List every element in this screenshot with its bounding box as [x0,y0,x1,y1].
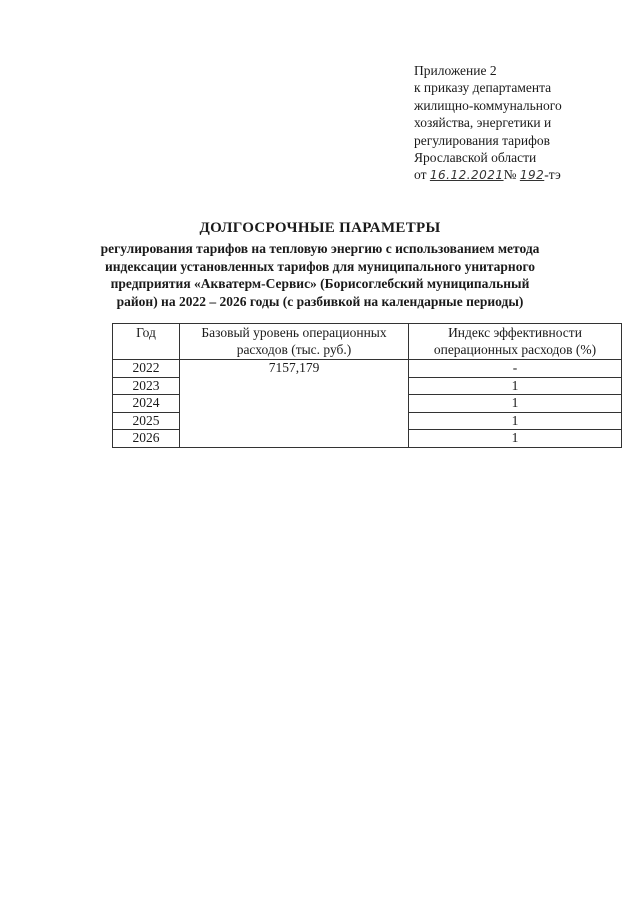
heading-line: индексации установленных тарифов для муниципального унитарного [104,258,536,274]
heading-line: регулирования тарифов на тепловую энергию с использованием метода [100,241,540,256]
appendix-line: к приказу департамента [414,80,552,96]
order-date: 16.12.2021 [429,168,504,183]
year-cell: 2025 [113,412,180,430]
appendix-line: хозяйства, энергетики и [414,115,552,131]
appendix-line: регулирования тарифов [414,132,551,148]
header-base-level: Базовый уровень операционных расходов (тыс. руб.) [180,324,409,360]
parameters-table [112,323,622,448]
document-heading [100,220,540,310]
base-level-cell: 7157,179 [180,360,409,448]
heading-line: район) на 2022 – 2026 годы (с разбивкой на календарные периоды) [116,293,524,309]
header-efficiency-index: Индекс эффективности операционных расходов (%) [409,324,622,360]
index-cell: - [409,360,622,378]
document-title: ДОЛГОСРОЧНЫЕ ПАРАМЕТРЫ [199,220,441,236]
heading-line: предприятия «Акватерм-Сервис» (Борисоглебский муниципальный [110,276,530,292]
index-cell: 1 [409,412,622,430]
number-prefix: № [503,167,517,183]
index-cell: 1 [409,395,622,413]
table-row [113,360,622,378]
appendix-block [414,62,624,185]
year-cell: 2023 [113,377,180,395]
order-number: 192 [519,168,545,183]
index-cell: 1 [409,430,622,448]
appendix-line: Приложение 2 [414,63,497,78]
index-cell: 1 [409,377,622,395]
year-cell: 2022 [113,360,180,378]
appendix-line: жилищно-коммунального [414,97,562,113]
appendix-line: Ярославской области [414,150,537,166]
from-prefix: от [414,167,427,183]
order-reference [414,166,624,184]
number-suffix: -тэ [544,167,561,183]
header-year: Год [113,324,180,360]
year-cell: 2024 [113,395,180,413]
table-header-row [113,324,622,360]
year-cell: 2026 [113,430,180,448]
